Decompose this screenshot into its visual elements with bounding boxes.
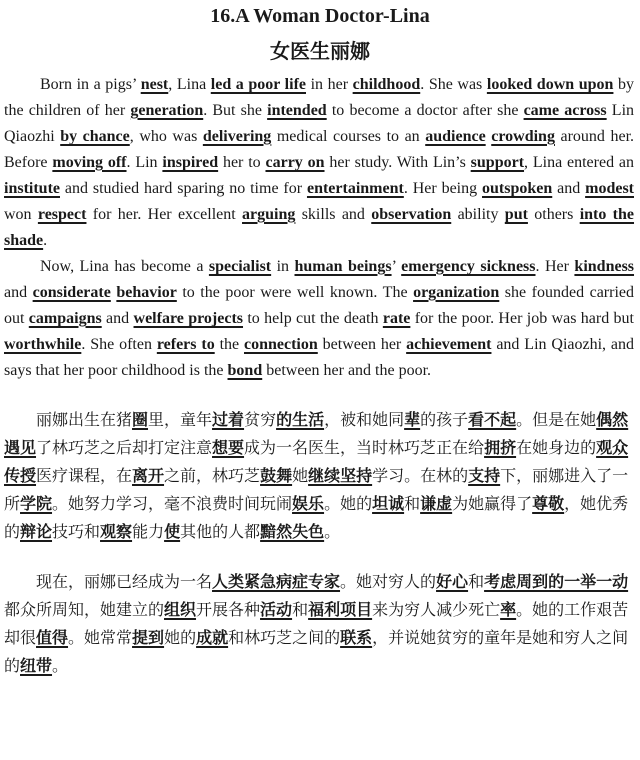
text-run: to become a doctor after she (326, 102, 524, 119)
text-run: 下，丽娜进入了一所 (4, 466, 629, 513)
text-run: Now, Lina has become a (40, 258, 209, 275)
text-run: and (552, 180, 586, 197)
keyword: 福利项目 (308, 600, 373, 619)
text-run: and (4, 284, 33, 301)
text-run: her study. With Lin’s (324, 154, 471, 171)
keyword: came across (523, 102, 607, 119)
text-run: 和 (404, 494, 421, 513)
text-run: for the poor. Her job was hard but (410, 310, 635, 327)
keyword: bond (227, 362, 263, 379)
keyword: 好心 (436, 572, 469, 591)
keyword: intended (267, 102, 327, 119)
text-run: 。她对穷人的 (340, 572, 437, 591)
page-title: 16.A Woman Doctor-Lina (210, 5, 430, 27)
text-run: 现在，丽娜已经成为一名 (36, 572, 213, 591)
keyword: inspired (162, 154, 219, 171)
text-run: 里，童年 (148, 410, 213, 429)
text-run: others (527, 206, 580, 223)
keyword: 的生活 (276, 410, 325, 429)
keyword: 值得 (36, 628, 69, 647)
paragraph-gap (4, 546, 636, 568)
text-run: in (271, 258, 295, 275)
text-run: ，被和她同 (324, 410, 405, 429)
text-run: skills and (295, 206, 372, 223)
text-run: 丽娜出生在猪 (36, 410, 133, 429)
text-run: . She often (81, 336, 157, 353)
text-run: around her. Before (4, 128, 635, 171)
text-run: 技巧和 (52, 522, 101, 541)
text-run: to help cut the death (243, 310, 383, 327)
keyword: welfare projects (133, 310, 244, 327)
text-run: Lin Qiaozhi (4, 102, 635, 145)
text-run: 和林巧芝之间的 (228, 628, 341, 647)
keyword: 学院 (20, 494, 53, 513)
section-divider-space (0, 384, 640, 406)
keyword: 黯然失色 (260, 522, 325, 541)
keyword: 继续坚持 (308, 466, 373, 485)
keyword: into the shade (4, 206, 635, 249)
keyword: 支持 (468, 466, 501, 485)
text-run: 成为一名医生，当时林巧芝正在给 (244, 438, 485, 457)
keyword: led a poor life (210, 76, 306, 93)
text-run: . (43, 232, 48, 249)
keyword: 过着 (212, 410, 245, 429)
text-run: . Lin (126, 154, 163, 171)
keyword: 纽带 (20, 656, 53, 675)
text-run: 来为穷人减少死亡 (372, 600, 501, 619)
text-run: 都众所周知，她建立的 (4, 600, 165, 619)
keyword: 看不起 (468, 410, 517, 429)
text-run: 。她的工作艰苦却很 (4, 600, 629, 647)
keyword: worthwhile (4, 336, 82, 353)
text-run: 学习。在林的 (372, 466, 469, 485)
keyword: 圈 (132, 410, 149, 429)
keyword: 想要 (212, 438, 245, 457)
text-run: 医疗课程，在 (36, 466, 133, 485)
text-run: 能力 (132, 522, 165, 541)
text-run: won (4, 206, 38, 223)
text-run: and (101, 310, 134, 327)
keyword: refers to (156, 336, 215, 353)
keyword: institute (4, 180, 60, 197)
keyword: rate (382, 310, 411, 327)
keyword: 联系 (340, 628, 373, 647)
keyword: considerate (32, 284, 111, 301)
keyword: human beings (294, 258, 392, 275)
keyword: 成就 (196, 628, 229, 647)
keyword: outspoken (482, 180, 553, 197)
text-run: 贫穷 (244, 410, 277, 429)
text-run: by the children of her (4, 76, 635, 119)
text-run: between her (317, 336, 407, 353)
keyword: respect (37, 206, 87, 223)
keyword: 人类紧急病症专家 (212, 572, 341, 591)
keyword: emergency sickness (401, 258, 536, 275)
keyword: 考虑周到的一举一动 (484, 572, 629, 591)
keyword: 组织 (164, 600, 197, 619)
keyword: 辈 (404, 410, 421, 429)
text-run: 和 (292, 600, 309, 619)
keyword: 谦虚 (420, 494, 453, 513)
text-run: 。 (324, 522, 341, 541)
keyword: specialist (208, 258, 272, 275)
keyword: delivering (202, 128, 272, 145)
keyword: connection (244, 336, 318, 353)
text-run: 。她努力学习，毫不浪费时间玩闹 (52, 494, 293, 513)
text-run: to the poor were well known. The (176, 284, 414, 301)
keyword: 提到 (132, 628, 165, 647)
text-run: 。她的 (324, 494, 373, 513)
text-run: ’ (391, 258, 402, 275)
keyword: by chance (60, 128, 130, 145)
text-run: 在她身边的 (516, 438, 597, 457)
keyword: put (504, 206, 528, 223)
keyword: looked down upon (486, 76, 614, 93)
keyword: generation (130, 102, 204, 119)
keyword: audience (425, 128, 486, 145)
keyword: 尊敬 (532, 494, 565, 513)
text-run: 其他的人都 (180, 522, 261, 541)
text-run: medical courses to an (271, 128, 426, 145)
english-paragraph-1 (4, 72, 634, 254)
text-run: . Her being (403, 180, 482, 197)
text-run: ability (451, 206, 505, 223)
keyword: arguing (242, 206, 296, 223)
chinese-paragraph-1 (4, 406, 636, 546)
keyword: organization (413, 284, 500, 301)
text-run: for her. Her excellent (86, 206, 243, 223)
keyword: 率 (500, 600, 517, 619)
text-run: , who was (129, 128, 203, 145)
keyword: modest (585, 180, 634, 197)
text-run: the (214, 336, 244, 353)
keyword: observation (371, 206, 452, 223)
text-run: , Lina (168, 76, 211, 93)
keyword: 偶然遇见 (4, 410, 629, 457)
keyword: campaigns (28, 310, 102, 327)
text-run: 为她赢得了 (452, 494, 533, 513)
text-run: ，她优秀的 (4, 494, 629, 541)
text-run: she founded carried out (4, 284, 635, 327)
keyword: 使 (164, 522, 181, 541)
keyword: carry on (265, 154, 325, 171)
keyword: 观众传授 (4, 438, 629, 485)
keyword: entertainment (306, 180, 404, 197)
text-run: 她的 (164, 628, 197, 647)
text-run: Born in a pigs’ (40, 76, 141, 93)
keyword: 活动 (260, 600, 293, 619)
english-text (0, 72, 640, 384)
keyword: 鼓舞 (260, 466, 293, 485)
text-run: and studied hard sparing no time for (60, 180, 307, 197)
text-run: and Lin Qiaozhi, and says that her poor childhood is the (4, 336, 635, 379)
keyword: 观察 (100, 522, 133, 541)
keyword: 辩论 (20, 522, 53, 541)
keyword: achievement (406, 336, 492, 353)
text-run: 。 (52, 656, 69, 675)
text-run: her to (218, 154, 266, 171)
keyword: 娱乐 (292, 494, 325, 513)
keyword: childhood (352, 76, 421, 93)
keyword: 拥挤 (484, 438, 517, 457)
keyword: 离开 (132, 466, 165, 485)
page-subtitle: 女医生丽娜 (270, 39, 370, 63)
text-run: 开展各种 (196, 600, 261, 619)
text-run: 她 (292, 466, 309, 485)
text-run: 。她常常 (68, 628, 133, 647)
text-run: 之前，林巧芝 (164, 466, 261, 485)
keyword: 坦诚 (372, 494, 405, 513)
text-run: in her (306, 76, 353, 93)
keyword: behavior (116, 284, 177, 301)
text-run: 了林巧芝之后却打定注意 (36, 438, 213, 457)
text-run: , Lina entered an (524, 154, 635, 171)
text-run: ，并说她贫穷的童年是她和穷人之间的 (4, 628, 629, 675)
text-run: 和 (468, 572, 485, 591)
keyword: moving off (52, 154, 127, 171)
text-run: 的孩子 (420, 410, 469, 429)
keyword: crowding (491, 128, 555, 145)
text-run: . But she (203, 102, 268, 119)
text-run: between her and the poor. (262, 362, 432, 379)
keyword: support (470, 154, 525, 171)
chinese-text (0, 406, 640, 680)
text-run: . She was (420, 76, 487, 93)
chinese-paragraph-2 (4, 568, 636, 680)
text-run: . Her (535, 258, 575, 275)
keyword: nest (140, 76, 169, 93)
text-run: 。但是在她 (516, 410, 597, 429)
keyword: kindness (574, 258, 635, 275)
english-paragraph-2 (4, 254, 634, 384)
